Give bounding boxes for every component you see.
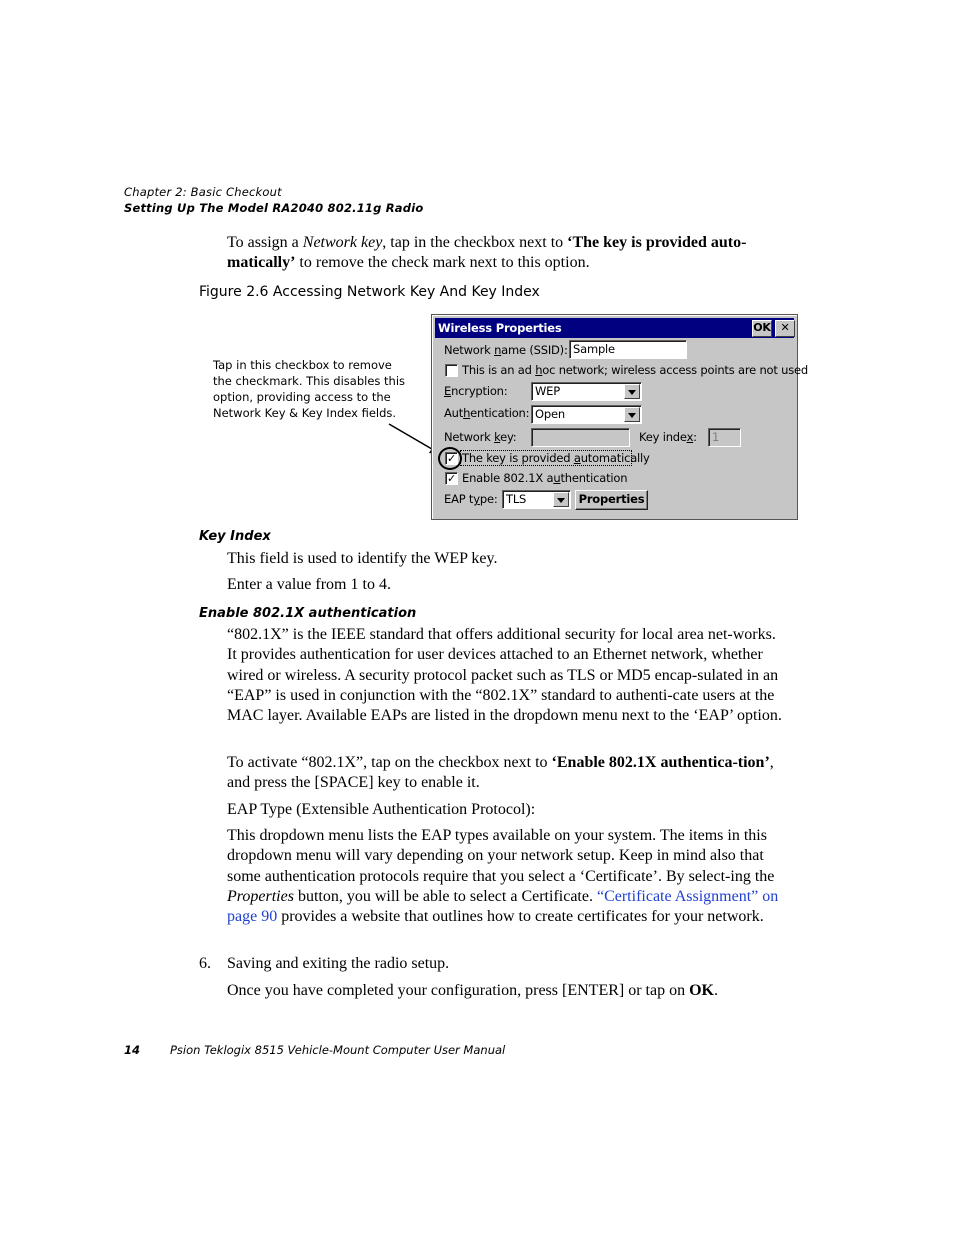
- certificate-assignment-link[interactable]: “Certificate Assignment” on page 90: [227, 887, 779, 926]
- intro-paragraph: To assign a Network key, tap in the checkbox next to ‘The key is provided auto- matically’ to remove the check mark next to this option.: [227, 234, 747, 272]
- properties-button[interactable]: Properties: [575, 490, 648, 510]
- step-paragraph: Once you have completed your configuration, press [ENTER] or tap on OK.: [227, 982, 718, 999]
- authentication-select[interactable]: Open: [531, 405, 642, 424]
- encryption-label: Encryption:: [444, 384, 508, 398]
- key-auto-checkbox[interactable]: ✓: [446, 452, 457, 465]
- enable-8021x-paragraph-1: “802.1X” is the IEEE standard that offers additional security for local area net-works. It provides authentication for user devices attached to an Ethernet network, whether wired or wireless. A security protocol packet such as TLS or MD5 encap-sulated in an “EAP” is used in conjunction with the “802.1X” standard to authenti-cate users at the MAC layer. Available EAPs are listed in the dropdown menu next to the ‘EAP’ option.: [227, 626, 782, 725]
- callout-line: Network Key & Key Index fields.: [213, 406, 397, 420]
- figure-callout: [213, 357, 418, 421]
- dialog-title: Wireless Properties: [438, 321, 562, 335]
- encryption-select[interactable]: WEP: [531, 382, 642, 401]
- key-index-paragraph-1: This field is used to identify the WEP key.: [227, 550, 498, 567]
- chevron-down-icon[interactable]: [624, 384, 640, 399]
- footer-title: Psion Teklogix 8515 Vehicle-Mount Computer User Manual: [170, 1043, 506, 1057]
- callout-line: option, providing access to the: [213, 390, 391, 404]
- key-auto-label: The key is provided automatically: [462, 451, 650, 465]
- page-number: 14: [124, 1043, 141, 1057]
- enable-8021x-checkbox[interactable]: ✓: [446, 472, 457, 485]
- wireless-properties-dialog: [431, 314, 808, 520]
- enable-8021x-paragraph-2: To activate “802.1X”, tap on the checkbox next to ‘Enable 802.1X authentica-tion’, and press the [SPACE] key to enable it.: [227, 754, 774, 792]
- chevron-down-icon[interactable]: [553, 492, 569, 507]
- ok-button[interactable]: OK: [752, 320, 772, 337]
- ssid-input[interactable]: Sample: [569, 340, 687, 359]
- callout-line: the checkmark. This disables this: [213, 374, 406, 388]
- step-text: Saving and exiting the radio setup.: [227, 955, 450, 972]
- key-index-input[interactable]: 1: [708, 428, 741, 447]
- eap-type-label: EAP type:: [444, 492, 498, 506]
- enable-8021x-heading: Enable 802.1X authentication: [199, 606, 417, 621]
- enable-8021x-paragraph-4: This dropdown menu lists the EAP types available on your system. The items in this dropdown menu will vary depending on your network setup. Keep in mind also that some authentication protocols require that you select a ‘Certificate’. By select-ing the Properties button, you will be able to select a Certificate. “Certificate Assignment” on page 90 provides a website that outlines how to create certificates for your network.: [227, 827, 779, 926]
- enable-8021x-label: Enable 802.1X authentication: [462, 471, 628, 485]
- enable-8021x-paragraph-3: EAP Type (Extensible Authentication Protocol):: [227, 801, 536, 818]
- key-index-paragraph-2: Enter a value from 1 to 4.: [227, 576, 391, 593]
- eap-type-select[interactable]: TLS: [502, 490, 571, 509]
- ssid-label: Network name (SSID):: [444, 343, 568, 357]
- dialog-titlebar: [435, 318, 794, 338]
- step-number: 6.: [199, 955, 211, 972]
- chevron-down-icon[interactable]: [624, 407, 640, 422]
- key-index-label: Key index:: [639, 430, 697, 444]
- adhoc-label: This is an ad hoc network; wireless access points are not used: [462, 363, 808, 377]
- highlight-circle-icon: [438, 447, 462, 470]
- key-index-heading: Key Index: [199, 529, 271, 544]
- close-button[interactable]: ✕: [775, 320, 795, 337]
- network-key-label: Network key:: [444, 430, 517, 444]
- authentication-label: Authentication:: [444, 406, 530, 420]
- running-header-section: Setting Up The Model RA2040 802.11g Radio: [124, 201, 424, 215]
- running-header-chapter: Chapter 2: Basic Checkout: [124, 185, 282, 199]
- callout-line: Tap in this checkbox to remove: [213, 358, 392, 372]
- figure-caption: Figure 2.6 Accessing Network Key And Key Index: [199, 284, 540, 300]
- adhoc-checkbox[interactable]: [445, 364, 458, 377]
- network-key-input[interactable]: [531, 428, 630, 447]
